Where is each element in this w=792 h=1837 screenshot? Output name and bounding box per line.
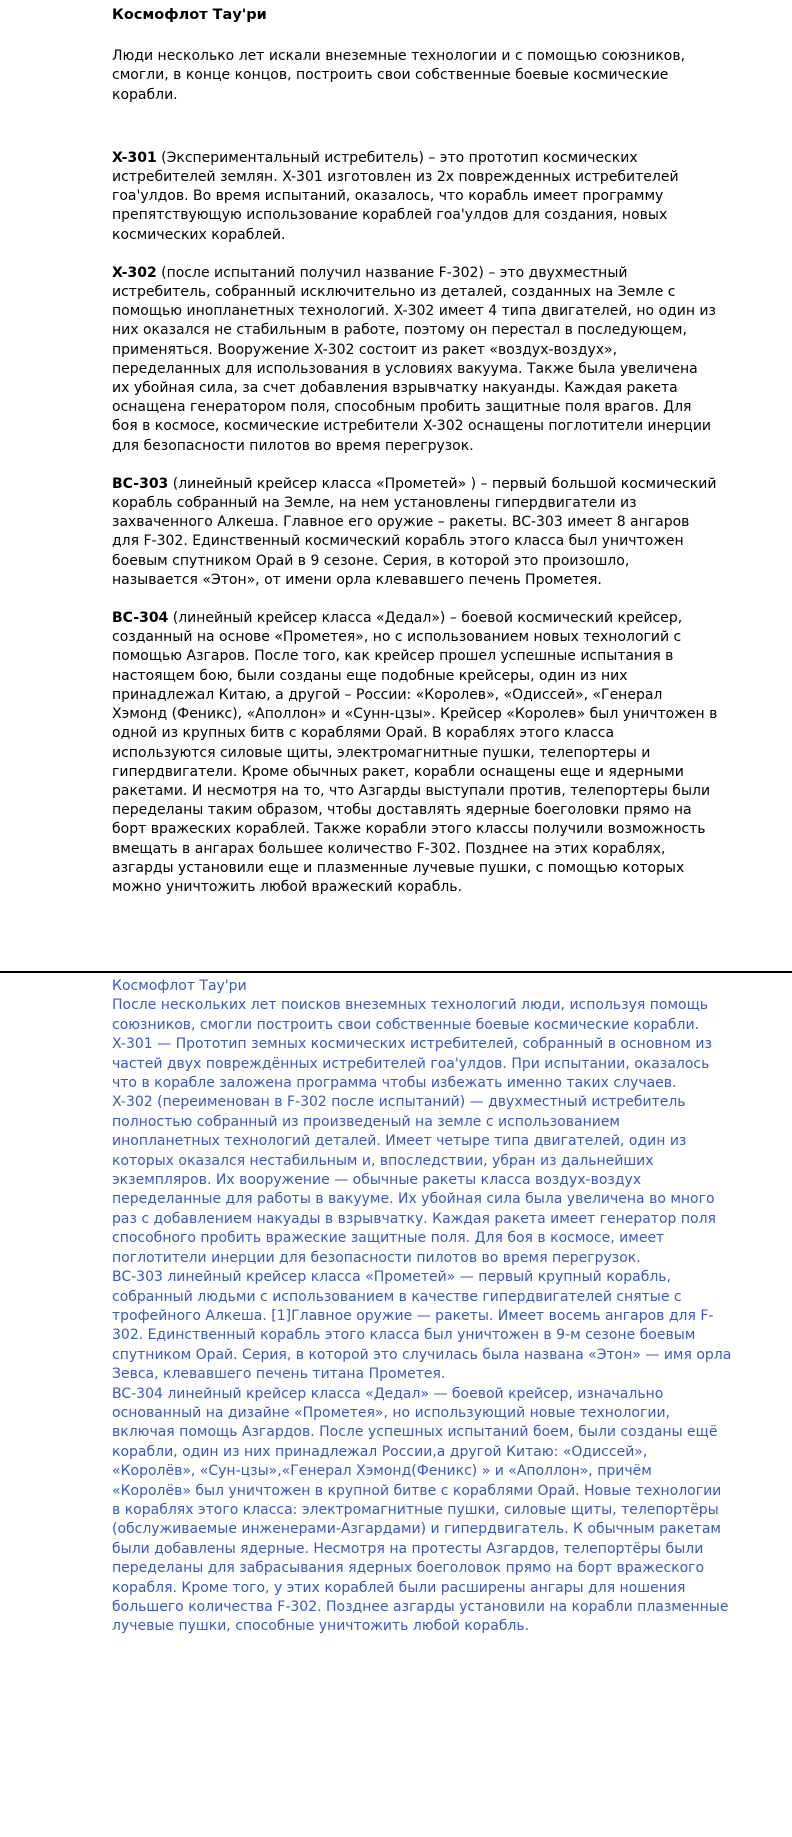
revision-x302: X-302 (переименован в F-302 после испытаний) — двухместный истребитель полностью собранный из произведеный на земле с использованием инопланетных технологий деталей. Имеет четыре типа двигателей, один из которых оказался нестабильным и, впоследствии, убран из дальнейших экземпляров. Их вооружение — обычные ракеты класса воздух-воздух переделанные для работы в вакууме. Их убойная сила была увеличена во много раз с добавлением накуады в взрывчатку. Каждая ракета имеет генератор поля способного пробить вражеские защитные поля. Для боя в космосе, имеет поглотители инерции для безопасности пилотов во время перегрузок. [112,1094,716,1266]
term-bc303: BC-303 [112,475,169,492]
text-bc303: (линейный крейсер класса «Прометей» ) – первый большой космический корабль собранный на Земле, на нем установлены гипердвигатели из захваченного Алкеша. Главное его оружие – ракеты. BC-303 имеет 8 ангаров для F-302. Единственный космический корабль этого класса был уничтожен боевым спутником Орай в 9 сезоне. Серия, в которой это произошло, называется «Этон», от имени орла клевавшего печень Прометея. [112,475,717,588]
paragraph-bc303 [112,475,718,590]
revision-text-section [112,977,732,1637]
paragraph-x301 [112,149,718,245]
revision-x301: X-301 — Прототип земных космических истребителей, собранный в основном из частей двух повреждённых истребителей гоа'улдов. При испытании, оказалось что в корабле заложена программа чтобы избежать именно таких случаев. [112,1036,712,1092]
term-bc304: BC-304 [112,610,169,627]
paragraph-bc304 [112,609,718,897]
text-x302: (после испытаний получил название F-302) – это двухместный истребитель, собранный исключительно из деталей, созданных на Земле с помощью инопланетных технологий. X-302 имеет 4 типа двигателей, но один из них оказался не стабильным в работе, поэтому он перестал в последующем, применяться. Вооружение X-302 состоит из ракет «воздух-воздух», переделанных для использования в условиях вакуума. Также была увеличена их убойная сила, за счет добавления взрывчатку накуанды. Каждая ракета оснащена генератором поля, способным пробить защитные поля врагов. Для боя в космосе, космические истребители X-302 оснащены поглотители инерции для безопасности пилотов во время перегрузок. [112,264,716,454]
text-bc304: (линейный крейсер класса «Дедал») – боевой космический крейсер, созданный на основе «Прометея», но с использованием новых технологий с помощью Азгаров. После того, как крейсер прошел успешные испытания в настоящем бою, были созданы еще подобные крейсеры, один из них принадлежал Китаю, а другой – России: «Королев», «Одиссей», «Генерал Хэмонд (Феникс), «Аполлон» и «Сунн-цзы». Крейсер «Королев» был уничтожен в одной из крупных битв с кораблями Орай. В кораблях этого класса используются силовые щиты, электромагнитные пушки, телепортеры и гипердвигатели. Кроме обычных ракет, корабли оснащены еще и ядерными ракетами. И несмотря на то, что Азгарды выступали против, телепортеры были переделаны таким образом, чтобы доставлять ядерные боеголовки прямо на борт вражеских кораблей. Также корабли этого классы получили возможность вмещать в ангарах большее количество F-302. Позднее на этих кораблях, азгарды установили еще и плазменные лучевые пушки, с помощью которых можно уничтожить любой вражеский корабль. [112,610,718,895]
revision-bc304: BC-304 линейный крейсер класса «Дедал» — боевой крейсер, изначально основанный на дизайне «Прометея», но использующий новые технологии, включая помощь Азгардов. После успешных испытаний боем, были созданы ещё корабли, один из них принадлежал России,а другой Китаю: «Одиссей», «Королёв», «Сун-цзы»,«Генерал Хэмонд(Феникс) » и «Аполлон», причём «Королёв» был уничтожен в крупной битве с кораблями Орай. Новые технологии в кораблях этого класса: электромагнитные пушки, силовые щиты, телепортёры (обслуживаемые инженерами-Азгардами) и гипердвигатель. К обычным ракетам были добавлены ядерные. Несмотря на протесты Азгардов, телепортёры были переделаны для забрасывания ядерных боеголовок прямо на борт вражеского корабля. Кроме того, у этих кораблей были расширены ангары для ношения большего количества F-302. Позднее азгарды установили на корабли плазменные лучевые пушки, способные уничтожить любой корабль. [112,1385,729,1635]
revision-title: Космофлот Тау'ри [112,978,247,994]
document-title: Космофлот Тау'ри [112,7,267,23]
paragraph-x302 [112,264,718,456]
intro-paragraph: Люди несколько лет искали внеземные технологии и с помощью союзников, смогли, в конце концов, построить свои собственные боевые космические корабли. [112,48,686,103]
term-x301: X-301 [112,149,157,166]
section-divider [0,971,792,973]
revision-bc303: BC-303 линейный крейсер класса «Прометей» — первый крупный корабль, собранный людьми с использованием в качестве гипердвигателей снятые с трофейного Алкеша. [1]Главное оружие — ракеты. Имеет восемь ангаров для F-302. Единственный корабль этого класса был уничтожен в 9-м сезоне боевым спутником Орай. Серия, в которой это случилась была названа «Этон» — имя орла Зевса, клевавшего печень титана Прометея. [112,1269,732,1383]
text-x301: (Экспериментальный истребитель) – это прототип космических истребителей землян. X-301 изготовлен из 2х поврежденных истребителей гоа'улдов. Во время испытаний, оказалось, что корабль имеет программу препятствующую использование кораблей гоа'улдов для создания, новых космических кораблей. [112,149,679,243]
revision-intro: После нескольких лет поисков внеземных технологий люди, используя помощь союзников, смогли построить свои собственные боевые космические корабли. [112,997,709,1033]
term-x302: X-302 [112,264,157,281]
original-text-section [112,6,718,897]
